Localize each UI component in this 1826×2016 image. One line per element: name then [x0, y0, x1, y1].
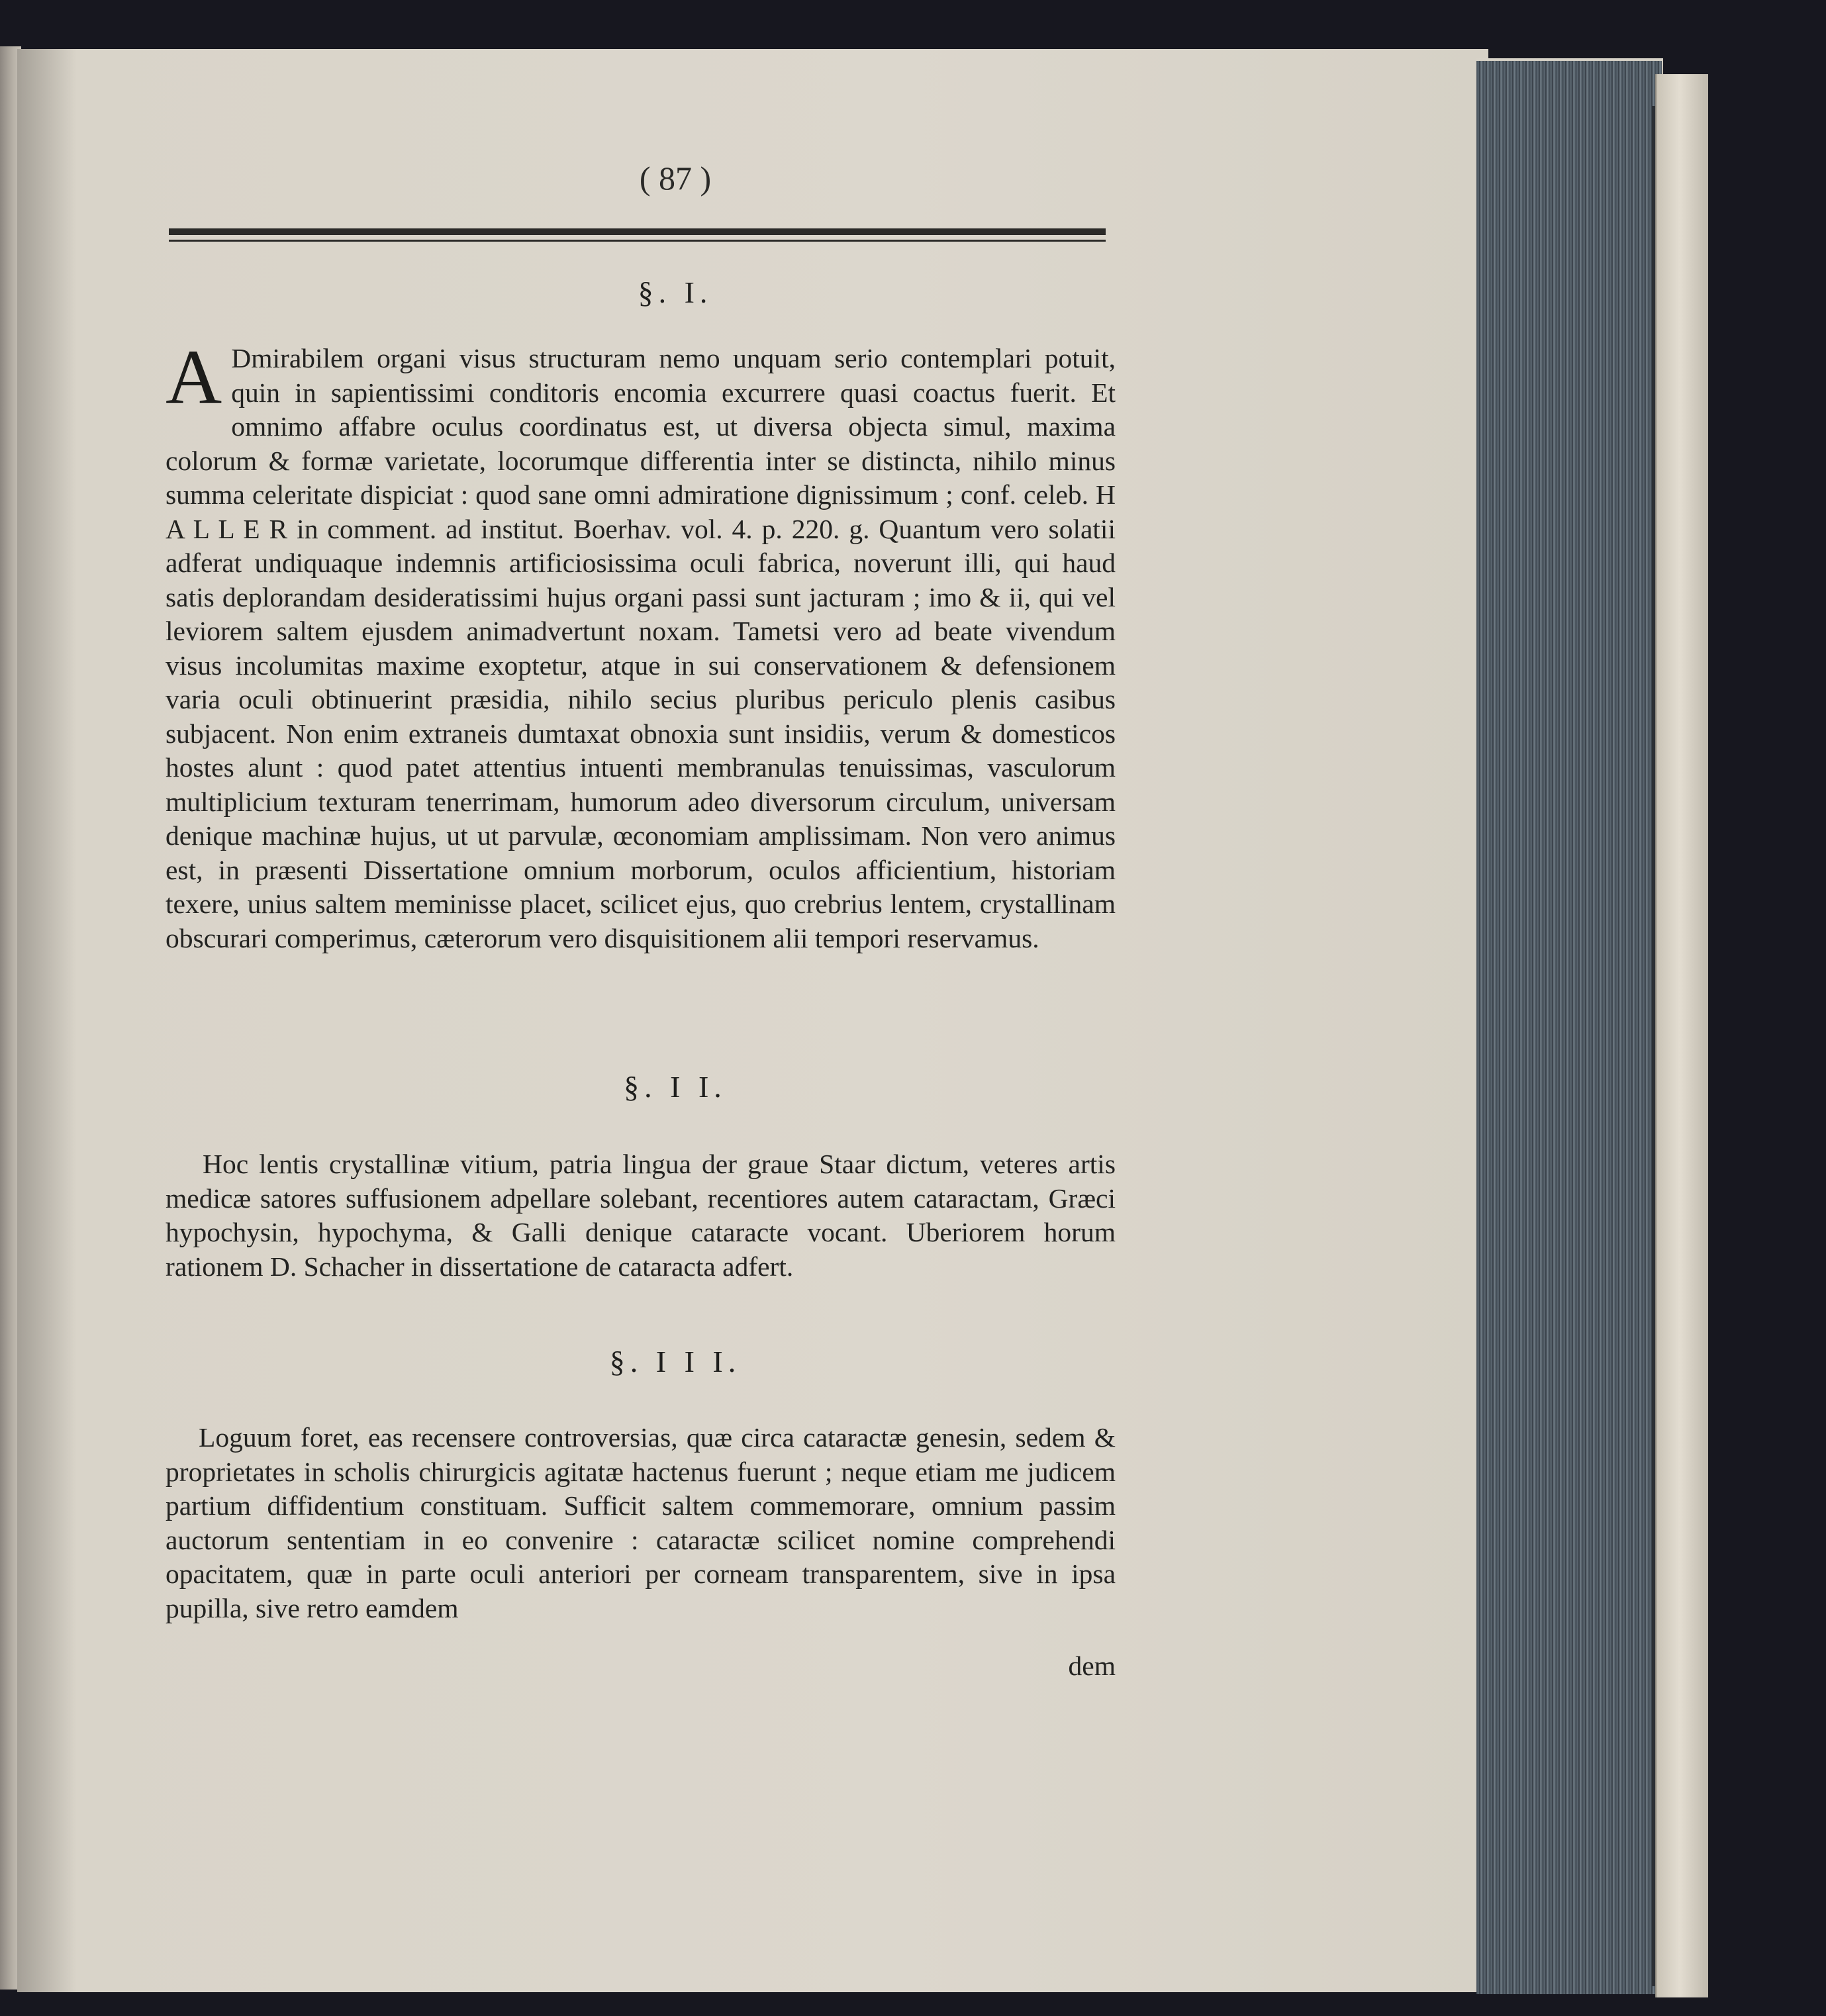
page-block-edge [1476, 61, 1662, 1994]
section-3-heading: §. I I I. [609, 1345, 742, 1378]
section-1-body [166, 334, 1116, 955]
section-2-body [166, 1147, 1116, 1284]
section-1-heading: §. I. [638, 275, 713, 309]
section-2-heading: §. I I. [624, 1070, 727, 1104]
section-1-text: Dmirabilem organi visus structuram nemo unquam serio contemplari potuit, quin in sapientissimi conditoris encomia excurrere quasi coactus fuerit. Et omnimo affabre oculus coordinatus est, ut diversa objecta simul, maxima colorum & formæ varietate, locorumque differentia inter se distincta, nihilo minus summa celeritate dispiciat : quod sane omni admiratione dignissimum ; conf. celeb. H A L L E R in comment. ad institut. Boerhav. vol. 4. p. 220. g. Quantum vero solatii adferat undiquaque indemnis artificiosissima oculi fabrica, noverunt illi, qui haud satis deplorandam desideratissimi hujus organi passi sunt jacturam ; imo & ii, qui vel leviorem saltem ejusdem animadvertunt noxam. Tametsi vero ad beate vivendum visus incolumitas maxime exoptetur, atque in sui conservationem & defensionem varia oculi obtinuerint præsidia, nihilo secius pluribus periculo plenis casibus subjacent. Non enim extraneis dumtaxat obnoxia sunt insidiis, verum & domesticos hostes alunt : quod patet attentius intuenti membranulas tenuissimas, vasculorum multiplicium texturam tenerrimam, humorum adeo diversorum circulum, universam denique machinæ hujus, ut ut parvulæ, œconomiam amplissimam. Non vero animus est, in præsenti Dissertatione omnium morborum, oculos afficientium, historiam texere, unius saltem meminisse placet, scilicet ejus, quo crebrius lentem, crystallinam obscurari comperimus, cæterorum vero disquisitionem alii tempori reservamus. [166, 343, 1116, 953]
gutter-shadow [17, 49, 77, 1992]
drop-cap: A [166, 334, 222, 420]
section-3-body [166, 1421, 1116, 1625]
header-rule-thin [169, 240, 1106, 242]
book-cover-edge [1655, 74, 1708, 1997]
catchword: dem [1068, 1651, 1116, 1681]
section-3-text: Loguum foret, eas recensere controversias, quæ circa cataractæ genesin, sedem & proprietates in scholis chirurgicis agitatæ hactenus fuerunt ; neque etiam me judicem partium diffidentium constituam. Sufficit saltem commemorare, omnium passim auctorum sententiam in eo convenire : cataractæ scilicet nomine comprehendi opacitatem, quæ in parte oculi anteriori per corneam transparentem, sive in ipsa pupilla, sive retro eamdem [166, 1422, 1116, 1623]
page-number: ( 87 ) [639, 160, 712, 197]
section-2-text: Hoc lentis crystallinæ vitium, patria lingua der graue Staar dictum, veteres artis medicæ satores suffusionem adpellare solebant, recentiores autem cataractam, Græci hypochysin, hypochyma, & Galli denique cataracte vocant. Uberiorem horum rationem D. Schacher in dissertatione de cataracta adfert. [166, 1149, 1116, 1282]
header-rule-thick [169, 228, 1106, 235]
book-page [17, 49, 1488, 1992]
